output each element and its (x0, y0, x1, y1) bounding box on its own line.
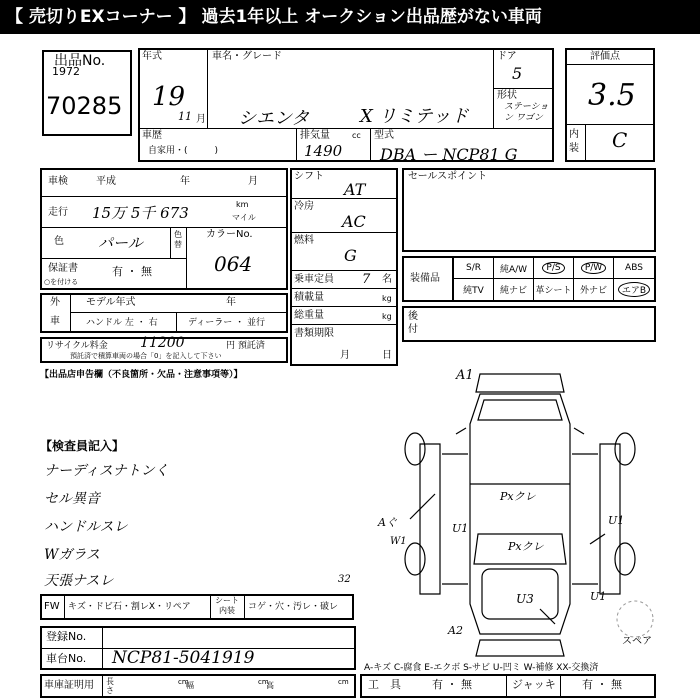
fuel-label: 燃料 (294, 235, 314, 246)
km-unit: km (236, 200, 249, 209)
fw-label: FW (44, 601, 60, 612)
cert-cm-1: cm (178, 678, 189, 686)
equip-ps: P/S (533, 257, 574, 279)
displacement-label: 排気量 (300, 130, 330, 141)
declaration-label: 【出品店申告欄（不良箇所・欠品・注意事項等）】 (40, 370, 243, 380)
load-unit: kg (382, 294, 392, 303)
model-label: 型式 (374, 130, 394, 141)
spare-label: スペア (622, 636, 652, 647)
foreign-label-2: 車 (50, 316, 60, 327)
score-value: 3.5 (588, 78, 636, 113)
year-label: 年式 (142, 51, 162, 62)
chassis-label: 車台No. (46, 652, 87, 665)
inspector-note-5: 天張ナスレ (44, 573, 114, 589)
equip-ext-navi: 外ナビ (573, 278, 614, 301)
equip-sr: S/R (453, 257, 494, 279)
model-year-unit: 年 (226, 297, 236, 308)
inspection-era: 平成 (96, 176, 116, 187)
rear-label: 後付 (408, 311, 418, 335)
interior-value: C (612, 128, 628, 152)
handle-text: ハンドル 左 ・ 右 (86, 318, 158, 328)
equip-abs: ABS (613, 257, 655, 279)
inspection-year-unit: 年 (180, 176, 190, 187)
cert-cm-3: cm (338, 678, 349, 686)
inspector-note-3: ハンドルスレ (44, 519, 128, 535)
equipment-label: 装備品 (410, 273, 440, 284)
color-no-label: カラーNo. (206, 229, 253, 240)
inspection-label: 車検 (48, 176, 68, 187)
color-label: 色 (54, 236, 64, 247)
recycle-value: 11200 (140, 335, 185, 351)
capacity-label: 乗車定員 (294, 274, 334, 285)
inspector-note-4: Wガラス (44, 547, 100, 563)
mark-px-1: Pxクレ (500, 490, 536, 503)
lot-label: 出品No. (54, 53, 106, 69)
recycle-note: 預託済で積算車両の場合「0」を記入して下さい (70, 352, 222, 360)
mile-unit: マイル (232, 213, 256, 222)
inspector-number-note: 32 (338, 574, 351, 585)
equip-leather: 革シート (533, 278, 574, 301)
equip-airbag: エアB (613, 278, 655, 301)
usage-label: 車歴 (142, 130, 162, 141)
mark-aw: Aぐ (378, 516, 397, 529)
door-value: 5 (512, 64, 523, 83)
equipment-grid (453, 257, 655, 301)
cert-label: 車庫証明用 (44, 680, 94, 691)
weight-label: 総重量 (294, 310, 324, 321)
dealer-text: ディーラー ・ 並行 (188, 318, 266, 328)
jack-label: ジャッキ (512, 678, 556, 691)
equip-navi: 純ナビ (493, 278, 534, 301)
color-swap-label: 色替 (174, 230, 182, 249)
displacement-value: 1490 (304, 142, 343, 160)
car-diagram (380, 364, 670, 664)
mark-a1: A1 (456, 368, 474, 383)
doc-label: 書類期限 (294, 328, 334, 339)
door-label: ドア (497, 51, 517, 62)
chassis-value: NCP81-5041919 (112, 648, 255, 668)
inspection-month-unit: 月 (248, 176, 258, 187)
score-label: 評価点 (590, 51, 620, 62)
tools-label: 工 具 (368, 678, 401, 691)
seat-label: シート内装 (215, 596, 239, 615)
mark-a2: A2 (448, 624, 463, 637)
color-no-value: 064 (214, 252, 253, 276)
warranty-label: 保証書 (48, 263, 78, 274)
displacement-unit: cc (352, 131, 361, 140)
month-value: 11 (178, 110, 192, 123)
banner: 【 売切りEXコーナー 】 過去1年以上 オークション出品歴がない車両 (0, 0, 700, 34)
fuel-value: G (344, 246, 357, 265)
interior-label: 内装 (569, 129, 579, 154)
rear-box (402, 306, 656, 342)
mark-px-2: Pxクレ (508, 540, 544, 553)
car-name: シエンタ (238, 108, 310, 129)
usage-value: 自家用・( ) (148, 146, 219, 156)
model-year-label: モデル年式 (86, 297, 136, 308)
shift-label: シフト (294, 171, 324, 182)
name-label: 車名・グレード (212, 51, 282, 62)
damage-legend: A-キズ C-腐食 E-エクボ S-サビ U-凹ミ W-補修 XX-交換済 (364, 663, 599, 673)
cert-height: 高 (266, 681, 274, 690)
month-unit: 月 (196, 114, 206, 125)
capacity-unit: 名 (382, 274, 392, 285)
doc-day: 日 (382, 350, 392, 361)
doc-unit: 月 (340, 350, 350, 361)
mark-u3: U3 (516, 592, 534, 606)
model-value: DBA ー NCP81 G (380, 145, 518, 164)
sales-label: セールスポイント (408, 171, 488, 182)
weight-unit: kg (382, 312, 392, 321)
cert-length: 長さ (106, 677, 114, 695)
inspector-label: 【検査員記入】 (40, 439, 125, 453)
equip-tv: 純TV (453, 278, 494, 301)
recycle-label: リサイクル料金 (46, 341, 108, 351)
ac-value: AC (342, 212, 366, 231)
tools-value: 有 ・ 無 (432, 678, 472, 691)
cert-cm-2: cm (258, 678, 269, 686)
foreign-label-1: 外 (50, 297, 60, 308)
mark-u1-right: U1 (590, 590, 607, 603)
equip-pw: P/W (573, 257, 614, 279)
shift-value: AT (344, 180, 366, 199)
fw-text: キズ・ドビ石・割レX・リペア (68, 602, 191, 612)
color-value: パール (98, 234, 143, 252)
mark-u1-bottom: U1 (608, 514, 625, 527)
reg-label: 登録No. (46, 630, 87, 643)
mileage-value: 15万 5千 673 (92, 204, 189, 222)
lot-number: 70285 (46, 92, 123, 120)
inspector-note-1: ナーディスナトンく (44, 463, 169, 479)
jack-value: 有 ・ 無 (582, 678, 622, 691)
warranty-options: 有 ・ 無 (112, 265, 152, 278)
shape-value: ステーション ワゴン (504, 102, 549, 123)
warranty-sub: ○を付ける (44, 278, 79, 286)
equip-aw: 純A/W (493, 257, 534, 279)
lot-sub: 1972 (52, 65, 80, 78)
load-label: 積載量 (294, 292, 324, 303)
shape-label: 形状 (497, 90, 517, 101)
mark-u1-left: U1 (452, 522, 469, 535)
capacity-value: 7 (362, 272, 371, 287)
mark-w1: W1 (390, 536, 407, 547)
car-grade: X リミテッド (360, 106, 469, 127)
recycle-unit: 円 預託済 (226, 341, 265, 351)
seat-text: コゲ・穴・汚レ・破レ (248, 602, 339, 612)
mileage-label: 走行 (48, 207, 68, 218)
inspector-note-2: セル異音 (44, 491, 100, 507)
ac-label: 冷房 (294, 201, 314, 212)
year-value: 19 (152, 82, 186, 112)
cert-width: 幅 (186, 681, 194, 690)
